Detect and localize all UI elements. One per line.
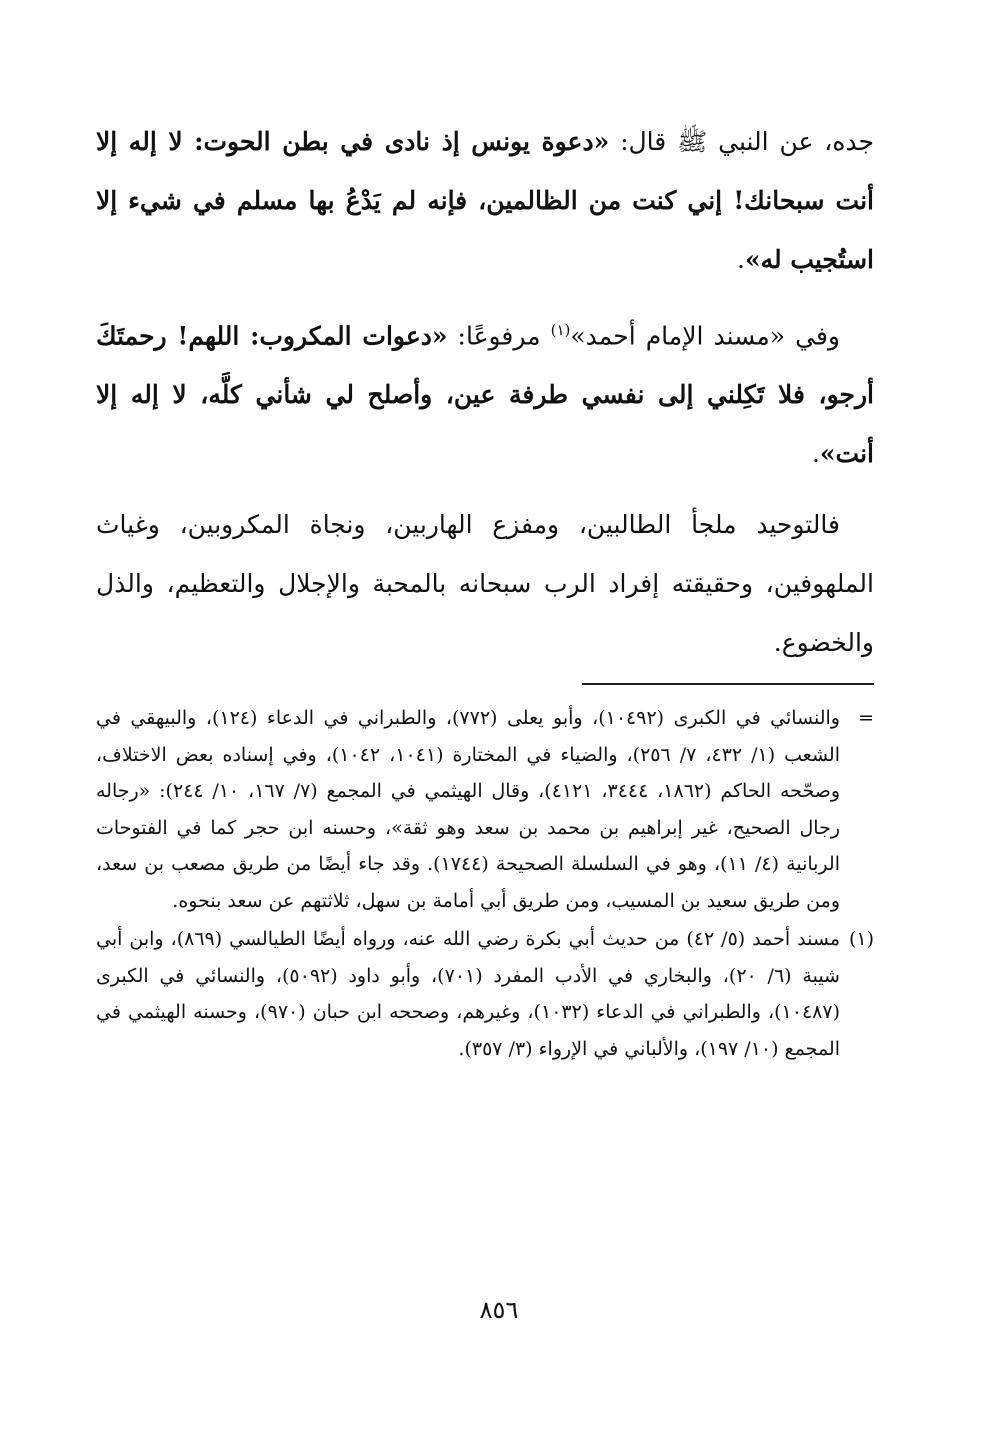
paragraph-2-end: . — [811, 439, 820, 469]
footnotes — [96, 700, 874, 1069]
footnote-mark: = — [858, 707, 874, 729]
footnote-1 — [96, 921, 874, 1067]
paragraph-2-mid: مرفوعًا: — [447, 321, 551, 351]
hadith-makroub: «دعوات المكروب: اللهم! رحمتَكَ أرجو، فلا تَكِلني إلى نفسي طرفة عين، وأصلح لي شأني كلَّه، لا إله إلا أنت» — [96, 321, 874, 469]
hadith-yunus: «دعوة يونس إذ نادى في بطن الحوت: لا إله إلا أنت سبحانك! إني كنت من الظالمين، فإنه لم يَدْعُ بها مسلم في شيء إلا استُجيب له» — [96, 127, 874, 274]
footnote-text: والنسائي في الكبرى (١٠٤٩٢)، وأبو يعلى (٧٧٢)، والطبراني في الدعاء (١٢٤)، والبيهقي في الشعب (١/ ٤٣٢، ٧/ ٢٥٦)، والضياء في المختارة (١٠٤١، ١٠٤٢)، وفي إسناده بعض الاختلاف، وصحّحه الحاكم (١٨٦٢، ٣٤٤٤، ٤١٢١)، وقال الهيثمي في المجمع (٧/ ١٦٧، ١٠/ ٢٤٤): «رجاله رجال الصحيح، غير إبراهيم بن محمد بن سعد وهو ثقة»، وحسنه ابن حجر كما في الفتوحات الربانية (٤/ ١١)، وهو في السلسلة الصحيحة (١٧٤٤). وقد جاء أيضًا من طريق مصعب بن سعد، ومن طريق سعيد بن المسيب، ومن طريق أبي أمامة بن سهل، ثلاثتهم عن سعد بنحوه. — [96, 707, 841, 912]
paragraph-2-intro: وفي «مسند الإمام أحمد» — [570, 321, 841, 351]
footnote-separator — [582, 683, 874, 685]
paragraph-3: فالتوحيد ملجأ الطالبين، ومفزع الهاربين، ونجاة المكروبين، وغياث الملهوفين، وحقيقته إفراد الرب سبحانه بالمحبة والإجلال والتعظيم، والذل والخضوع. — [96, 510, 874, 658]
paragraph-1-intro: جده، عن النبي ﷺ قال: — [609, 127, 874, 156]
main-text — [96, 112, 874, 684]
footnote-text: مسند أحمد (٥/ ٤٢) من حديث أبي بكرة رضي الله عنه، ورواه أيضًا الطيالسي (٨٦٩)، وابن أبي شيبة (٦/ ٢٠)، والبخاري في الأدب المفرد (٧٠١)، وأبو داود (٥٠٩٢)، والنسائي في الكبرى (١٠٤٨٧)، والطبراني في الدعاء (١٠٣٢)، وغيرهم، وصححه ابن حبان (٩٧٠)، وحسنه الهيثمي في المجمع (١٠/ ١٩٧)، والألباني في الإرواء (٣/ ٣٥٧). — [96, 928, 840, 1060]
paragraph-2 — [96, 301, 874, 483]
page-number: ٨٥٦ — [479, 1296, 519, 1324]
paragraph-1 — [96, 112, 874, 289]
footnote-mark: (١) — [848, 928, 874, 950]
footnote-continued — [96, 700, 874, 919]
footnote-ref-1[interactable]: (١) — [550, 321, 571, 339]
paragraph-1-end: . — [737, 245, 745, 274]
